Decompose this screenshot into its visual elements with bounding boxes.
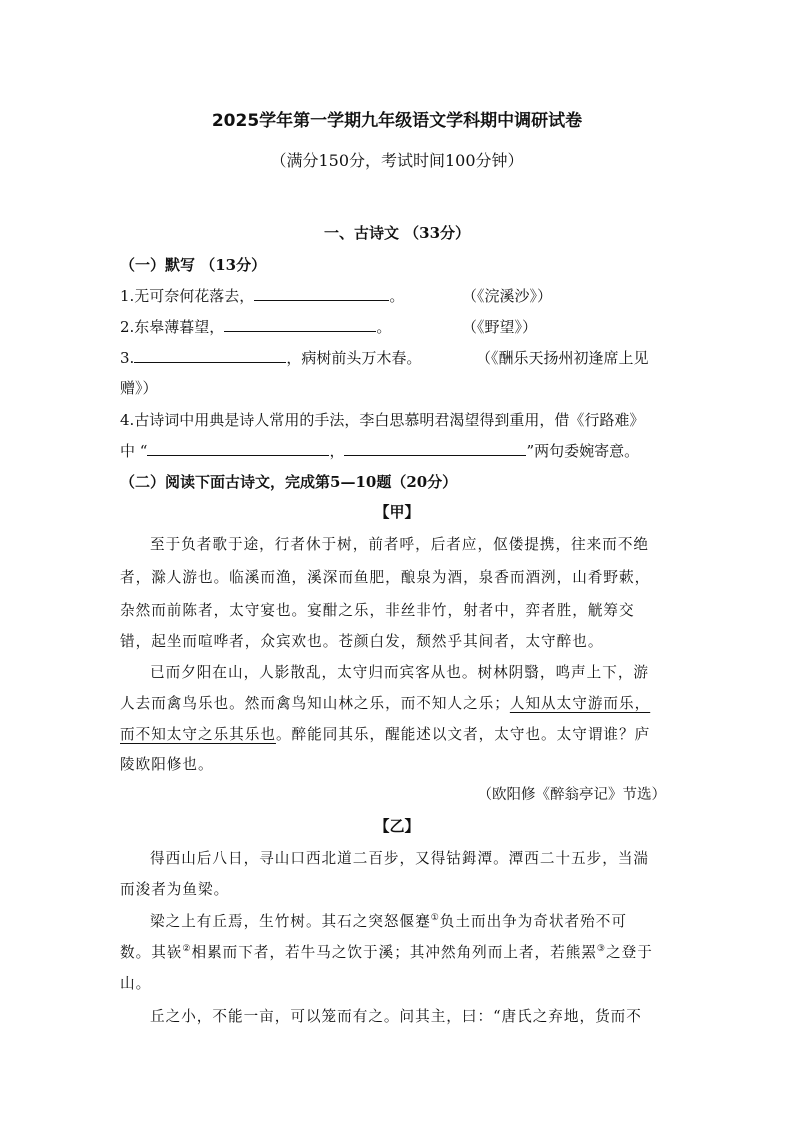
q1-answer-blank[interactable] (254, 286, 389, 301)
jia-p1-line4: 错，起坐而喧哗者，众宾欢也。苍颜白发，颓然乎其间者，太守醉也。 (120, 633, 604, 650)
jia-p2-line2 (120, 692, 650, 713)
exam-subtitle: （满分150分，考试时间100分钟） (270, 151, 524, 170)
q3-number: 3. (120, 349, 135, 367)
question-3 (120, 347, 421, 368)
q4-suffix: ”两句委婉寄意。 (526, 442, 640, 460)
q1-text: 1.无可奈何花落去， (120, 287, 255, 305)
yi-p2-line1 (150, 910, 627, 931)
jia-p1-line2: 者，滁人游也。临溪而渔，溪深而鱼肥，酿泉为酒，泉香而酒洌，山肴野蔌， (120, 569, 651, 586)
q2-text: 2.东皋薄暮望， (120, 318, 225, 336)
yi-p3-line1: 丘之小，不能一亩，可以笼而有之。问其主，曰：“唐氏之弃地，货而不 (150, 1008, 642, 1025)
yi-p1-line1: 得西山后八日，寻山口西北道二百步，又得钴鉧潭。潭西二十五步，当湍 (150, 850, 650, 867)
q3-source-cont: 赠》） (120, 379, 158, 397)
jia-p2-line1: 已而夕阳在山，人影散乱，太守归而宾客从也。树林阴翳，鸣声上下，游 (150, 664, 650, 681)
jia-p1-line3: 杂然而前陈者，太守宴也。宴酣之乐，非丝非竹，射者中，弈者胜，觥筹交 (120, 602, 635, 619)
yi-p2-line3: 山。 (120, 975, 152, 992)
question-2 (120, 316, 391, 337)
section-heading: 一、古诗文 （33分） (323, 224, 471, 242)
jia-underlined-sentence-part2: 而不知太守之乐其乐也 (120, 726, 276, 743)
jia-underlined-sentence-part1: 人知从太守游而乐， (509, 695, 651, 712)
yi-p2-line2-b: 相累而下者，若牛马之饮于溪；其冲然角列而上者，若熊罴 (191, 944, 597, 961)
jia-source: （欧阳修《醉翁亭记》节选） (477, 787, 666, 803)
question-4-line1: 4.古诗词中用典是诗人常用的手法，李白思慕明君渴望得到重用，借《行路难》 (120, 411, 645, 429)
exam-title: 2025学年第一学期九年级语文学科期中调研试卷 (211, 111, 583, 131)
q3-text: ，病树前头万木春。 (286, 349, 422, 367)
yi-p2-line2 (120, 941, 653, 962)
q3-answer-blank[interactable] (134, 348, 286, 363)
q2-answer-blank[interactable] (224, 317, 376, 332)
jia-p1-line1: 至于负者歌于途，行者休于树，前者呼，后者应，伛偻提携，往来而不绝 (150, 536, 650, 553)
part2-heading: （二）阅读下面古诗文，完成第5—10题（20分） (120, 473, 458, 491)
q1-end: 。 (389, 287, 405, 305)
yi-p2-line2-a: 数。其嵚 (120, 944, 183, 961)
q1-source: （《浣溪沙》） (462, 287, 553, 305)
yi-p1-line2: 而浚者为鱼梁。 (120, 881, 230, 898)
question-4-line2 (120, 440, 639, 461)
q4-prefix: 中 “ (120, 442, 148, 460)
q3-source: （《酬乐天扬州初逢席上见 (476, 349, 649, 367)
q4-answer-blank-2[interactable] (344, 441, 526, 456)
q4-mid: ， (329, 442, 345, 460)
footnote-mark-3: ③ (596, 944, 606, 955)
footnote-mark-1: ① (430, 913, 440, 924)
jia-p2-line3 (120, 723, 650, 744)
q4-answer-blank-1[interactable] (147, 441, 329, 456)
yi-p2-line1-a: 梁之上有丘焉，生竹树。其石之突怒偃蹇 (150, 913, 431, 930)
jia-p2-line2-text: 人去而禽鸟乐也。然而禽鸟知山林之乐，而不知人之乐； (120, 695, 510, 712)
jia-p2-line4: 陵欧阳修也。 (120, 756, 214, 773)
q2-source: （《野望》） (462, 318, 538, 336)
passage-jia-label: 【甲】 (374, 503, 420, 521)
part1-heading: （一）默写 （13分） (120, 256, 267, 274)
yi-p2-line1-b: 负土而出争为奇状者殆不可 (439, 913, 627, 930)
jia-p2-line3-text: 。醉能同其乐，醒能述以文者，太守也。太守谓谁？庐 (275, 726, 651, 743)
footnote-mark-2: ② (182, 944, 192, 955)
question-1 (120, 285, 404, 306)
yi-p2-line2-c: 之登于 (606, 944, 653, 961)
q2-end: 。 (376, 318, 392, 336)
passage-yi-label: 【乙】 (374, 817, 420, 835)
